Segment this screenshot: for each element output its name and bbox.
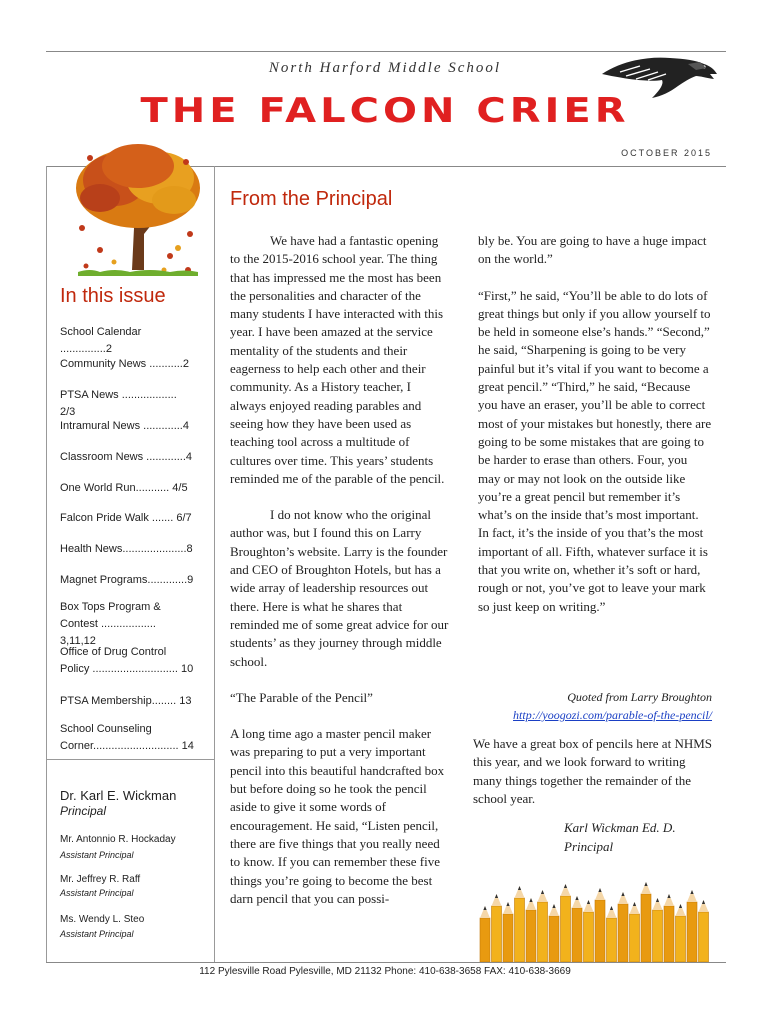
sidebar-divider — [46, 759, 214, 760]
principal-title: Principal — [60, 804, 107, 818]
pencils-image — [478, 876, 716, 962]
article-paragraph: “First,” he said, “You’ll be able to do lots of great things but only if you allow yourself to be held in someone else’s hands.” “Second,” he said, “Sharpening is going to be very painful but it’s vital if you want to become a great pencil.” “Third,” he said, “Because you have an eraser, you’ll be able to correct most of your mistakes but honestly, there are going to be some mistakes that are going to be harder to erase than others. Four, you may or may not look on the outside like you’re a great pencil but remember it’s what’s on the inside that’s most important. In fact, it’s the inside of you that’s the most important of all. Fifth, whatever surface it is that you write on, whether it’s soft or hard, rough or not, you’ve got to leave your mark so just keep on writing.” — [478, 287, 712, 614]
footer-rule — [46, 962, 726, 963]
article-paragraph: bly be. You are going to have a huge impact on the world.” — [478, 233, 707, 267]
newsletter-title: THE FALCON CRIER — [140, 91, 630, 131]
toc-item-ptsa-news[interactable]: PTSA News .................. 2/3 — [60, 389, 177, 418]
footer-contact: 112 Pylesville Road Pylesville, MD 21132 Phone: 410-638-3658 FAX: 410-638-3669 — [199, 966, 571, 977]
staff-name: Ms. Wendy L. Steo — [60, 914, 145, 925]
toc-item-health-news[interactable]: Health News.....................8 — [60, 543, 193, 555]
toc-item-drug-control[interactable]: Office of Drug Control Policy ............................ 10 — [60, 646, 194, 675]
toc-item-intramural-news[interactable]: Intramural News .............4 — [60, 420, 189, 432]
toc-item-magnet-programs[interactable]: Magnet Programs.............9 — [60, 574, 194, 586]
staff-role: Assistant Principal — [60, 888, 134, 898]
staff-role: Assistant Principal — [60, 850, 134, 860]
article-column-1 — [230, 232, 450, 908]
falcon-logo-icon — [600, 52, 720, 110]
article-paragraph: We have had a fantastic opening to the 2015-2016 school year. The thing that has impressed me the most has been the personalities and character of the many students I have interacted with this year. I have been amazed at the service mentality of the students and their eagerness to help each other and their community. As a History teacher, I always enjoyed reading parables and seeing how they have been used as teaching tool across a multitude of cultures over time. This years’ students reminded me of the parable of the pencil. — [230, 233, 445, 486]
toc-heading: In this issue — [60, 285, 166, 307]
issue-date: OCTOBER 2015 — [621, 148, 712, 158]
signature-name: Karl Wickman Ed. D. — [564, 820, 676, 835]
staff-role: Assistant Principal — [60, 929, 134, 939]
quote-source: Quoted from Larry Broughton — [567, 690, 712, 704]
article-paragraph: A long time ago a master pencil maker was preparing to put a very important pencil into this beautiful handcrafted box but before doing so he took the pencil aside to give it some words of encouragement. He said, “Listen pencil, there are five things that you really need to know. If you can remember these five things you’re going to become the best darn pencil that you can possi- — [230, 726, 445, 906]
signature — [564, 818, 676, 856]
sidebar-left-rule — [46, 166, 47, 962]
school-name: North Harford Middle School — [268, 60, 502, 76]
toc-item-school-counseling[interactable]: School Counseling Corner............................ 14 — [60, 723, 194, 752]
quote-credit — [478, 688, 712, 724]
article-column-2 — [478, 232, 712, 616]
autumn-tree-image — [70, 138, 205, 278]
toc-item-falcon-pride-walk[interactable]: Falcon Pride Walk ....... 6/7 — [60, 512, 192, 524]
staff-name: Mr. Antonnio R. Hockaday — [60, 834, 176, 845]
toc-item-ptsa-membership[interactable]: PTSA Membership........ 13 — [60, 695, 192, 707]
parable-title: “The Parable of the Pencil” — [230, 689, 373, 705]
toc-item-one-world-run[interactable]: One World Run........... 4/5 — [60, 482, 188, 494]
staff-name: Mr. Jeffrey R. Raff — [60, 874, 141, 885]
principal-name: Dr. Karl E. Wickman — [60, 788, 177, 803]
article-heading: From the Principal — [230, 188, 393, 210]
toc-item-classroom-news[interactable]: Classroom News .............4 — [60, 451, 193, 463]
signature-title: Principal — [564, 839, 614, 854]
article-paragraph: I do not know who the original author was, but I found this on Larry Broughton’s website. Larry is the founder and CEO of Broughton Hotels, but has a wide array of leadership resources out there. Here is what he shares that reminded me of some great advice for our students’ as they journey through middle school. — [230, 507, 449, 669]
closing-paragraph: We have a great box of pencils here at NHMS this year, and we look forward to writing many things together the remainder of the school year. — [473, 736, 713, 806]
toc-item-school-calendar[interactable]: School Calendar ...............2 — [60, 326, 142, 355]
source-link[interactable]: http://yoogozi.com/parable-of-the-pencil/ — [513, 708, 712, 722]
toc-item-box-tops[interactable]: Box Tops Program & Contest .................. 3,11,12 — [60, 601, 161, 647]
toc-item-community-news[interactable]: Community News ...........2 — [60, 358, 189, 370]
